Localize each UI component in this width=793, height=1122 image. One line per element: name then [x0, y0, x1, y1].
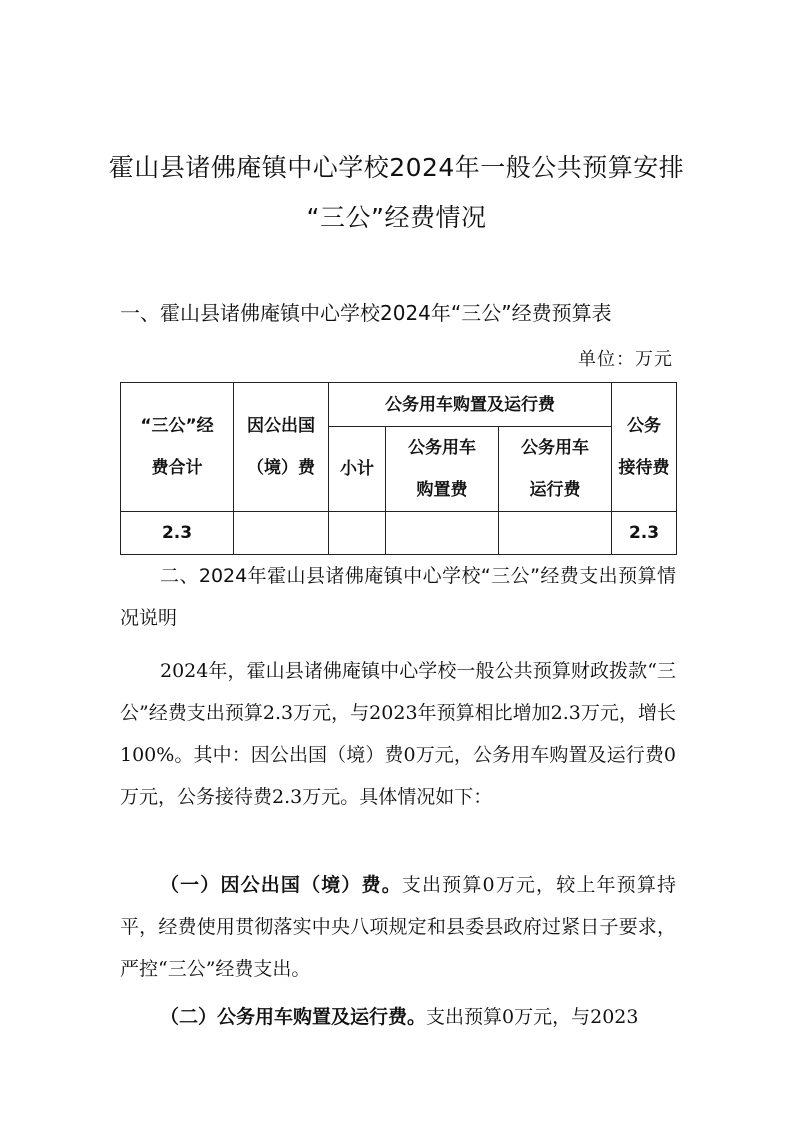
header-total-line1: “三公”经 [140, 416, 214, 436]
header-reception-line2: 接待费 [618, 458, 670, 478]
cell-subtotal [329, 512, 386, 555]
section1-heading: 一、霍山县诸佛庵镇中心学校2024年“三公”经费预算表 [120, 301, 612, 325]
header-reception [612, 383, 677, 512]
header-operation-line2: 运行费 [529, 480, 581, 500]
cell-total: 2.3 [121, 512, 234, 555]
paragraph-abroad-body: 支出预算0万元，较上年预算持平，经费使用贯彻落实中央八项规定和县委县政府过紧日子要求，严控“三公”经费支出。 [120, 874, 676, 980]
header-abroad [234, 383, 329, 512]
cell-operation [499, 512, 612, 555]
paragraph-vehicle-heading: （二）公务用车购置及运行费。 [160, 1006, 427, 1028]
header-operation-line1: 公务用车 [521, 438, 589, 458]
header-purchase-line1: 公务用车 [408, 438, 476, 458]
cell-reception: 2.3 [612, 512, 677, 555]
header-total [121, 383, 234, 512]
paragraph-abroad [120, 864, 676, 990]
header-operation [499, 427, 612, 512]
document-title-line1: 霍山县诸佛庵镇中心学校2024年一般公共预算安排 [108, 153, 685, 182]
header-purchase [386, 427, 499, 512]
header-subtotal: 小计 [329, 427, 386, 512]
header-abroad-line2: （境）费 [247, 458, 315, 478]
header-reception-line1: 公务 [627, 416, 661, 436]
budget-table [120, 382, 677, 555]
paragraph-vehicle [120, 996, 676, 1038]
header-total-line2: 费合计 [151, 458, 203, 478]
header-purchase-line2: 购置费 [416, 480, 468, 500]
cell-abroad [234, 512, 329, 555]
paragraph-summary: 2024年，霍山县诸佛庵镇中心学校一般公共预算财政拨款“三公”经费支出预算2.3万元，与2023年预算相比增加2.3万元，增长100%。其中：因公出国（境）费0万元，公务用车购置及运行费0万元，公务接待费2.3万元。具体情况如下： [120, 660, 676, 808]
header-vehicle-group: 公务用车购置及运行费 [329, 383, 612, 427]
paragraph-abroad-heading: （一）因公出国（境）费。 [160, 874, 402, 896]
document-title-line2: “三公”经费情况 [306, 203, 487, 232]
cell-purchase [386, 512, 499, 555]
section2-heading: 二、2024年霍山县诸佛庵镇中心学校“三公”经费支出预算情况说明 [120, 565, 676, 629]
paragraph-vehicle-body: 支出预算0万元，与2023 [426, 1006, 639, 1028]
header-abroad-line1: 因公出国 [247, 416, 315, 436]
unit-label: 单位：万元 [578, 349, 673, 370]
